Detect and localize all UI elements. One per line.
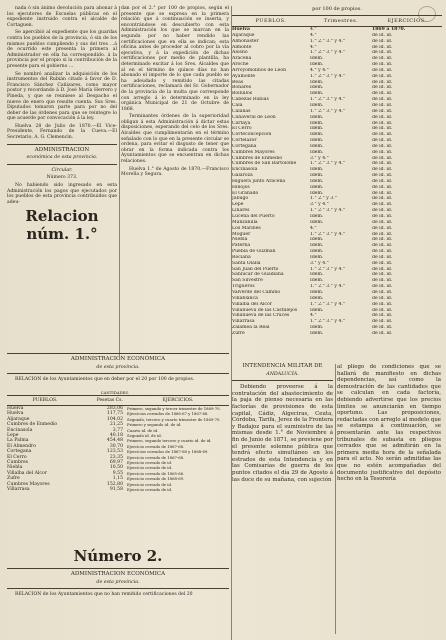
pesetas-cell: 283,06 bbox=[106, 406, 123, 411]
ejercicio-cell: de id. id. bbox=[372, 32, 393, 38]
ejercicio-cell: Ejercicio cerrado de 1868-69. bbox=[127, 476, 185, 482]
debt-table bbox=[7, 390, 229, 493]
pueblo-cell: Rociana bbox=[232, 254, 251, 260]
circular-number: Número 373. bbox=[46, 175, 78, 181]
table-row bbox=[232, 331, 442, 337]
pueblo-cell: El Granado bbox=[232, 190, 259, 196]
middle-column bbox=[121, 6, 229, 180]
column-header: PUEBLOS. bbox=[32, 398, 58, 403]
divider bbox=[7, 373, 229, 374]
pueblo-cell: Ayamonte bbox=[232, 73, 256, 79]
trimestre-cell: Idem. bbox=[310, 289, 324, 295]
pueblo-cell: Beas bbox=[232, 79, 244, 85]
trimestre-cell: 3.° y 4.° bbox=[310, 202, 329, 208]
ejercicio-cell: de id. id. bbox=[372, 132, 393, 138]
circular-label: Circular. bbox=[51, 167, 73, 173]
pueblo-cell: Zalamea la Real bbox=[232, 325, 270, 331]
ejercicio-cell: de id. id. bbox=[372, 85, 393, 91]
pueblo-cell: Cortegana bbox=[232, 143, 257, 149]
ejercicio-cell: Ejercicio cerrado de 1867-68. bbox=[127, 454, 185, 460]
ejercicio-cell: Ejercicio cerrado de 1865-66. bbox=[127, 470, 185, 476]
trimestre-cell: 1.° 2.° 3.° y 4.° bbox=[310, 161, 346, 167]
pueblo-cell: Villablanca bbox=[232, 295, 258, 301]
pueblo-cell: Galaroza bbox=[232, 173, 253, 179]
column-header: PUEBLOS. bbox=[255, 18, 287, 24]
arrears-table bbox=[232, 6, 442, 337]
trimestre-cell: Idem. bbox=[310, 102, 324, 108]
pueblo-cell: Paterna bbox=[232, 243, 251, 249]
pueblo-cell: Bollullos bbox=[232, 91, 253, 97]
pueblo-cell: Arroyomolinos de León bbox=[232, 67, 287, 73]
ejercicio-cell: de id. id. bbox=[372, 38, 393, 44]
section-heading: ADMINISTRACION ECONÓMICA bbox=[70, 356, 166, 362]
trimestre-cell: Idem. bbox=[310, 120, 324, 126]
trimestre-cell: 1.° 2.° 3.° y 4.° bbox=[310, 319, 346, 325]
trimestre-cell: 1.° 2.° 3.° y 4.° bbox=[310, 97, 346, 103]
trimestre-cell: Idem. bbox=[310, 249, 324, 255]
trimestre-cell: Idem. bbox=[310, 219, 324, 225]
ejercicio-cell: de id. id. bbox=[372, 190, 393, 196]
pueblo-cell: Hinojos bbox=[232, 184, 250, 190]
ejercicio-cell: de id. id. bbox=[372, 225, 393, 231]
pueblo-cell: Aljaraque bbox=[7, 416, 30, 422]
trimestre-cell: Idem. bbox=[310, 325, 324, 331]
column-header: Pesetas Cs. bbox=[96, 398, 123, 403]
ejercicio-cell: de id. id. bbox=[372, 196, 393, 202]
paragraph: Se apercibió al expediente que los guardas contra los pueblos de la provincia, ó sin de los mismos pueblos cumpliendo y sus del tres ...á de ocurrido este presenta la primera al Administrador en ella ha correspondido. á la provincia por el propio si la contribución de la presente para el gobierno ... bbox=[7, 30, 117, 69]
trimestre-cell: Idem. bbox=[310, 178, 324, 184]
trimestre-cell: Idem. bbox=[310, 114, 324, 120]
pueblo-cell: Villalba del Alcor bbox=[7, 470, 47, 476]
table-header bbox=[232, 15, 442, 27]
section-heading: INTENDENCIA MILITAR DE bbox=[242, 363, 323, 369]
pueblo-cell: Villanueva de las Cruces bbox=[232, 313, 290, 319]
trimestre-cell: 1.° 2.° 3.° y 4.° bbox=[310, 38, 346, 44]
pueblo-cell: Lepe bbox=[232, 202, 244, 208]
pueblo-cell: Cartaya bbox=[232, 120, 251, 126]
pueblo-cell: Manzanilla bbox=[232, 219, 258, 225]
ejercicio-cell: de id. id. bbox=[372, 120, 393, 126]
trimestre-cell: Idem. bbox=[310, 330, 324, 336]
section-subheading: ANDALUCÍA. bbox=[266, 371, 299, 377]
ejercicio-cell: de id. id. bbox=[372, 67, 393, 73]
pueblo-cell: Cala bbox=[232, 102, 243, 108]
trimestre-cell: Idem. bbox=[310, 307, 324, 313]
paragraph: Terminantes órdenes de la superioridad obligan á esta Administración á dictar estas disposiciones, esperando del celo de los Sres. Alcaldes que cumplimentarán en el término señalado con lo que en la presente circular se ordena, para evitar el disgusto de tener que obrar en la forma indicada contra los Ayuntamientos que se encuentran en dichas relaciones. bbox=[121, 114, 229, 165]
pueblo-cell: Puebla de Guzmán bbox=[232, 249, 276, 255]
ejercicio-cell: de id. id. bbox=[372, 108, 393, 114]
ejercicio-cell: de id. id. bbox=[372, 325, 393, 331]
pueblo-cell: Huelva bbox=[232, 27, 250, 32]
pueblo-cell: Almonte bbox=[232, 44, 252, 50]
pueblo-cell: Zufre bbox=[7, 476, 20, 482]
pueblo-cell: San Silvestre bbox=[232, 278, 263, 284]
pueblo-cell: Villarrasa bbox=[232, 319, 255, 325]
pueblo-cell: Trigueros bbox=[232, 284, 255, 290]
trimestre-cell: 4.° bbox=[310, 225, 317, 231]
pesetas-cell: 117,75 bbox=[106, 411, 123, 417]
numero-title: Número 2. bbox=[73, 547, 163, 565]
ejercicio-cell: de id. id. bbox=[372, 313, 393, 319]
ejercicio-cell: de id. id. bbox=[372, 62, 393, 68]
ejercicio-cell: Ejercicio cerrado de id. bbox=[127, 481, 173, 487]
trimestre-cell: 1.° 2.° 3.° y 4.° bbox=[310, 301, 346, 307]
pueblo-cell: Niebla bbox=[232, 237, 248, 243]
table-title: por 100 de propios. bbox=[312, 6, 362, 12]
pueblo-cell: Sanlúcar de Guadiana bbox=[232, 272, 284, 278]
pueblo-cell: La Palma bbox=[7, 438, 29, 444]
pueblo-cell: Cumbres de Enmedio bbox=[232, 155, 283, 161]
ejercicio-cell: de id. id. bbox=[372, 254, 393, 260]
trimestre-cell: 3.° y 4.° bbox=[310, 260, 329, 266]
trimestre-cell: Idem. bbox=[310, 173, 324, 179]
section-heading: ADMINISTRACION ECONÓMICA bbox=[70, 571, 166, 577]
pueblo-cell: Santa Olalla bbox=[232, 260, 261, 266]
pueblo-cell: Cortegana bbox=[7, 449, 32, 455]
ejercicio-cell: Segundo, tercero y cuarto trimestre de 1869-70. bbox=[127, 416, 221, 422]
divider bbox=[7, 353, 229, 354]
ejercicio-cell: de id. id. bbox=[372, 284, 393, 290]
pesetas-cell: 152,80 bbox=[106, 481, 123, 487]
pesetas-cell: 3,77 bbox=[112, 427, 123, 433]
pueblo-cell: Jabugo bbox=[232, 196, 249, 202]
ejercicio-cell: de id. id. bbox=[372, 231, 393, 237]
trimestre-cell: 1.° 2.° 3.° y 4.° bbox=[310, 208, 346, 214]
signature-paragraph: Huelva 1.° de Agosto de 1870.—Francisco Morella y Segura. bbox=[121, 166, 229, 178]
pueblo-cell: Lucena del Puerto bbox=[232, 214, 275, 219]
ejercicio-cell: de id. id. bbox=[372, 295, 393, 301]
divider bbox=[7, 144, 117, 145]
pueblo-cell: Niebla bbox=[7, 465, 23, 471]
trimestre-cell: Idem. bbox=[310, 184, 324, 190]
ejercicio-cell: de id. id. bbox=[372, 208, 393, 214]
signature-paragraph: Huelva 28 de Julio de 1870.—El Vice-Presidente, Fernando de la Cueva.—El Secretario, A. G. Clemencin. bbox=[7, 123, 117, 141]
divider bbox=[7, 588, 229, 589]
divider bbox=[232, 380, 333, 381]
ejercicio-cell: de id. id. bbox=[372, 243, 393, 249]
ejercicio-cell: de id. id. bbox=[372, 102, 393, 108]
pueblo-cell: Cumbres Mayores bbox=[232, 149, 275, 155]
ejercicio-cell: Ejercicio cerrado de id. bbox=[127, 460, 173, 466]
pueblo-cell: Valverde del Camino bbox=[232, 289, 281, 295]
ejercicio-cell: Primero, segundo tercero y cuarto id. de id. bbox=[127, 438, 212, 444]
pueblo-cell: Almonaster bbox=[232, 38, 259, 44]
pesetas-cell: 10,50 bbox=[109, 465, 123, 471]
trimestre-cell: Idem. bbox=[310, 62, 324, 68]
pueblo-cell: Huelva bbox=[7, 411, 24, 417]
ejercicio-cell: de id. id. bbox=[372, 161, 393, 167]
pueblo-cell: El Almendro bbox=[7, 443, 37, 449]
ejercicio-cell: de id. id. bbox=[372, 289, 393, 295]
trimestre-cell: 1.° 2.° y 3.° bbox=[310, 196, 338, 202]
pueblo-cell: Los Marines bbox=[232, 225, 261, 231]
pueblo-cell: Villarrasa bbox=[7, 487, 30, 493]
pueblo-cell: Cortelazor bbox=[232, 138, 257, 144]
paragraph: nada ó sin ánimo devolución para abonar á los ejecutores de Escuelas públicas en el expediente instruido contra el alcalde de Cortaguen. bbox=[7, 6, 117, 28]
ejercicio-cell: Primero y segundo id. de id. bbox=[127, 422, 182, 428]
pueblo-cell: Cumbres de San Bartolomé bbox=[232, 161, 297, 167]
trimestre-cell: 1.° 2.° 3.° y 4.° bbox=[310, 108, 346, 114]
ejercicio-cell: Primero, segundo y tercer trimestre de 1869-70. bbox=[127, 406, 221, 411]
column-header: Trimestres. bbox=[323, 18, 359, 24]
trimestre-cell: 4.° bbox=[310, 313, 317, 319]
ejercicio-cell: de id. id. bbox=[372, 73, 393, 79]
pueblo-cell: Linares bbox=[232, 208, 250, 214]
ejercicio-cell: Segundo id. de id. bbox=[127, 433, 162, 439]
pesetas-cell: 454,48 bbox=[106, 438, 123, 444]
trimestre-cell: Idem. bbox=[310, 243, 324, 249]
trimestre-cell: 1.° 2.° 3.° y 4.° bbox=[310, 231, 346, 237]
trimestre-cell: Idem. bbox=[310, 167, 324, 173]
ejercicio-cell: de id. id. bbox=[372, 126, 393, 132]
trimestre-cell: 1.° 2.° 3.° y 4.° bbox=[310, 50, 346, 56]
lower-left-bottom bbox=[7, 545, 229, 600]
trimestre-cell: Idem. bbox=[310, 138, 324, 144]
table-body bbox=[232, 27, 442, 337]
ejercicio-cell: de id. id. bbox=[372, 260, 393, 266]
trimestre-cell: Idem. bbox=[310, 149, 324, 155]
trimestre-cell: Idem. bbox=[310, 295, 324, 301]
paragraph: al pliego de condiciones que se hallará de manifiesto en dichas dependencias, así como la demostración de las cantidades que se calculan en cada factoría, debiendo advertirse que los precios límites se anunciarán en tiempo oportuno. Las proposiciones, redactadas con arreglo al modelo que se estampa á continuación, se presentarán ante las respectivos tribunales de subasta en pliegos cerrados que se admitirán en la primera media hora de la señalada para el acto. No serán admitidas las que no estén acompañadas del documento justificativo del depósito hecho en la Tesorería bbox=[337, 364, 441, 483]
pueblo-cell: Aroche bbox=[232, 62, 249, 68]
trimestre-cell: Idem. bbox=[310, 85, 324, 91]
trimestre-cell: 3.° y 4.° bbox=[310, 155, 329, 161]
ejercicio-cell: de id. id. bbox=[372, 301, 393, 307]
ejercicio-cell: de id. id. bbox=[372, 44, 393, 50]
pueblo-cell: Encinasola bbox=[7, 427, 33, 433]
relacion-intro: RELACION de los Ayuntamientos que en deber por el 20 por 100 de propios. bbox=[15, 377, 195, 383]
paragraph: dan por el 2.° por 100 de propios, según el presente que se expresa en la primera relación que á continuación se inserta, y encontrándose en descubierto con esta Administración los que se marcan en la segunda por no haber rendido las certificaciones que en ella se indican; esta oficina antes de proceder al cobro por la vía ejecutiva, y á la expedición de dichas certificaciones por medio de plantilla, ha determinado excitar á los Sres. Alcaldes que al en el término de quince días no han abonado el importe de lo que cada pueblo se ha adeudado y remitido las citadas certificaciones, reclamará del Sr. Gobernador de la provincia de la multa que corresponde con arreglo á lo determinado en la ley orgánica Municipal de 21 de Octubre de 1868. bbox=[121, 6, 229, 112]
ejercicio-cell: de id. id. bbox=[372, 272, 393, 278]
ejercicio-cell: de id. id. bbox=[372, 202, 393, 208]
pueblo-cell: El Cerro bbox=[7, 454, 27, 460]
trimestre-cell: Idem. bbox=[310, 272, 324, 278]
pesetas-cell: 9,55 bbox=[112, 470, 123, 476]
trimestre-cell: Idem. bbox=[310, 126, 324, 132]
trimestre-cell: Idem. bbox=[310, 214, 324, 219]
paragraph: No habiendo sido ingresado en esta Administración los pagos que ejecutados por los pueblos de esta provincia contribuidos que adeu- bbox=[7, 183, 117, 205]
pueblo-cell: Huelva bbox=[7, 406, 24, 411]
divider bbox=[7, 164, 117, 165]
trimestre-cell: Idem. bbox=[310, 79, 324, 85]
table-row bbox=[7, 487, 229, 492]
column-divider bbox=[335, 364, 336, 634]
column-header: CANTIDADES. bbox=[100, 390, 129, 395]
table-header bbox=[7, 395, 229, 406]
ejercicio-cell: de id. id. bbox=[372, 173, 393, 179]
pueblo-cell: Higuera junto Aracena bbox=[232, 178, 286, 184]
pesetas-cell: 123,53 bbox=[106, 449, 123, 455]
pueblo-cell: El Cerro bbox=[232, 126, 252, 132]
trimestre-cell: Idem. bbox=[310, 91, 324, 97]
pueblo-cell: San Juan del Puerto bbox=[232, 266, 279, 272]
pueblo-cell: Alosno bbox=[232, 50, 248, 56]
section-heading: ADMINISTRACION bbox=[34, 146, 90, 153]
ejercicio-cell: de id. id. bbox=[372, 237, 393, 243]
pueblo-cell: Bonares bbox=[232, 85, 252, 91]
trimestre-cell: Idem. bbox=[310, 132, 324, 138]
relacion-intro: RELACION de los Ayuntamientos que no han remitido certificaciones del 20 bbox=[15, 592, 193, 598]
pueblo-cell: Cumbres bbox=[7, 460, 29, 466]
pesetas-cell: 91,58 bbox=[109, 487, 123, 493]
trimestre-cell: 1.° 2.° 3.° y 4.° bbox=[310, 266, 346, 272]
section-subheading: de esta provincia. bbox=[96, 579, 140, 585]
column-divider bbox=[119, 6, 120, 356]
ejercicio-cell: de id. id. bbox=[372, 143, 393, 149]
pueblo-cell: Villalba del Alcor bbox=[232, 301, 272, 307]
left-column bbox=[7, 6, 117, 245]
pueblo-cell: Aracena bbox=[232, 56, 252, 62]
section-subheading: económica de esta provincia. bbox=[26, 155, 98, 161]
pesetas-cell: 23,35 bbox=[109, 454, 123, 460]
pueblo-cell: Cumbres Mayores bbox=[7, 481, 50, 487]
column-header: EJERCICIOS. bbox=[162, 398, 194, 403]
ejercicio-cell: de id. id. bbox=[372, 91, 393, 97]
ejercicio-cell: de id. id. bbox=[372, 249, 393, 255]
pueblo-cell: Corteconcepcion bbox=[232, 132, 272, 138]
ejercicio-cell: de id. id. bbox=[372, 149, 393, 155]
trimestre-cell: 4.° bbox=[310, 27, 317, 32]
ejercicio-cell: de id. id. bbox=[372, 184, 393, 190]
ejercicio-cell: de id. id. bbox=[372, 278, 393, 284]
pueblo-cell: Zufre bbox=[232, 330, 245, 336]
pueblo-cell: Calañas bbox=[232, 108, 251, 114]
pesetas-cell: 69,97 bbox=[109, 460, 123, 466]
ejercicio-cell: de id. id. bbox=[372, 178, 393, 184]
trimestre-cell: 1.° 2.° 3.° y 4.° bbox=[310, 284, 346, 290]
trimestre-cell: Idem. bbox=[310, 237, 324, 243]
pueblo-cell: Aljaraque bbox=[232, 32, 255, 38]
ejercicio-cell: de id. id. bbox=[372, 167, 393, 173]
ejercicio-cell: de id. id. bbox=[372, 56, 393, 62]
ejercicio-cell: Ejercicio cerrado de id. bbox=[127, 465, 173, 471]
relacion-title: Relacion núm. 1.° bbox=[25, 207, 99, 244]
ejercicio-cell: de id. id. bbox=[372, 155, 393, 161]
trimestre-cell: Idem. bbox=[310, 56, 324, 62]
paragraph: Debiendo proveerse á la contratación del abastecimiento de la paja de pienso necesaria en las factorías de provisiones de esta capital, Cádiz, Algeciras, Ceuta, Córdoba, Tarifa, Jerez de la Frontera y Badajoz para el suministro de las mismas desde 1.° de Noviembre á fin de Junio de 1871, se previene por el presente solemne pública que tendrá efecto simultáneo en los estrados de esta Intendencia y en las Comisarías de guerra de los puntos citados el día 29 de Agosto á las doce de su mañana, con sujeción bbox=[232, 384, 333, 483]
table-body bbox=[7, 406, 229, 493]
divider bbox=[7, 568, 229, 569]
ejercicio-cell: de id. id. bbox=[372, 138, 393, 144]
ejercicio-cell: de id. id. bbox=[372, 219, 393, 225]
pueblo-cell: Encinasola bbox=[232, 167, 258, 173]
pueblo-cell: Cumbres de Enmedio bbox=[7, 422, 58, 428]
ejercicio-cell: de id. id. bbox=[372, 214, 393, 219]
ejercicio-cell: Cuarto id. de id. bbox=[127, 427, 159, 433]
trimestre-cell: 4.° bbox=[310, 32, 317, 38]
ejercicio-cell: de id. id. bbox=[372, 114, 393, 120]
ejercicio-cell: de id. id. bbox=[372, 97, 393, 103]
pueblo-cell: Moguer bbox=[232, 231, 251, 237]
trimestre-cell: Idem. bbox=[310, 190, 324, 196]
ejercicio-cell: Ejercicios cerrados de 1867-68 y 1868-69. bbox=[127, 449, 209, 455]
trimestre-cell: Idem. bbox=[310, 143, 324, 149]
ejercicio-cell: 1869 á 1870. bbox=[372, 27, 406, 32]
trimestre-cell: 4.° bbox=[310, 44, 317, 50]
section-subheading: de esta provincia. bbox=[96, 364, 140, 370]
column-header: EJERCICIOS. bbox=[387, 18, 427, 24]
pueblo-cell: Lepe bbox=[7, 433, 19, 439]
pueblo-cell: Cabezas Rubias bbox=[232, 97, 269, 103]
ejercicio-cell: de id. id. bbox=[372, 330, 393, 336]
pesetas-cell: 21,25 bbox=[109, 422, 123, 428]
trimestre-cell: Idem. bbox=[310, 278, 324, 284]
pesetas-cell: 1,15 bbox=[112, 476, 123, 482]
ejercicio-cell: de id. id. bbox=[372, 319, 393, 325]
pesetas-cell: 40,18 bbox=[109, 433, 123, 439]
ejercicio-cell: Ejercicio cerrado de id. bbox=[127, 487, 173, 493]
lower-left-section bbox=[7, 350, 229, 385]
right-column bbox=[337, 364, 441, 485]
pesetas-cell: 104,02 bbox=[106, 416, 123, 422]
ejercicio-cell: de id. id. bbox=[372, 307, 393, 313]
ejercicio-cell: de id. id. bbox=[372, 79, 393, 85]
pueblo-cell: Cañaveral de León bbox=[232, 114, 276, 120]
ejercicio-cell: Ejercicios cerrados de 1866-67 y 1867-68. bbox=[127, 411, 209, 417]
intendencia-column bbox=[232, 364, 333, 485]
ejercicio-cell: de id. id. bbox=[372, 266, 393, 272]
trimestre-cell: 1.° 2.° 3.° y 4.° bbox=[310, 73, 346, 79]
ejercicio-cell: de id. id. bbox=[372, 50, 393, 56]
trimestre-cell: Idem. bbox=[310, 254, 324, 260]
paragraph: Se nombró analizar la adquisición de los instrumentos del Rubián citado á favor de D. Francisco Sánchez Cañizares, como mayor postor y recordando á D. José María Herrero y Pineda, y que se reuniese al Despacho el nueve de enero que resulte cuenta. Sus Sres. Diputados tomaron parte para por no del deber de las órdenes para que se reintegre lo que acuerde por convocación á la ley. bbox=[7, 71, 117, 122]
ejercicio-cell: Ejercicio cerrado de 1867-68. bbox=[127, 443, 185, 449]
pesetas-cell: 30,70 bbox=[109, 443, 123, 449]
pueblo-cell: Villanueva de las Castillejos bbox=[232, 307, 298, 313]
trimestre-cell: 4.° y 4.° bbox=[310, 67, 329, 73]
